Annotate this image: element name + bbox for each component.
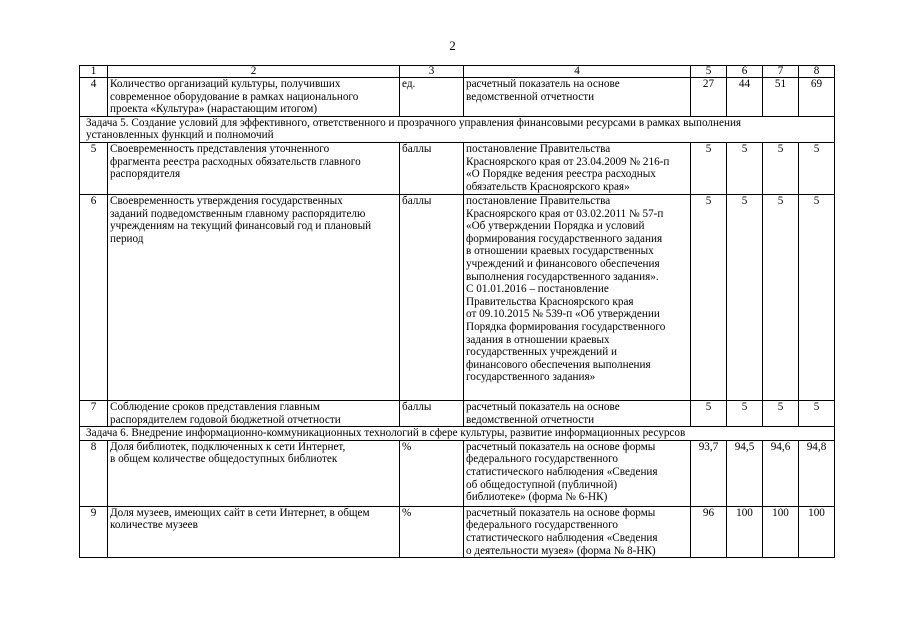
information-source-line: выполнения государственного задания».: [466, 270, 659, 283]
indicator-value: 100: [763, 506, 799, 557]
information-source-line: С 01.01.2016 – постановление: [466, 283, 609, 296]
information-source: [464, 506, 691, 557]
indicator-name-line: распорядителем годовой бюджетной отчетности: [110, 413, 341, 426]
header-cell: 4: [464, 66, 691, 78]
information-source-line: от 09.10.2015 № 539-п «Об утверждении: [466, 308, 660, 321]
indicator-row: [80, 78, 835, 117]
row-number: 7: [80, 400, 108, 426]
indicator-name: [108, 440, 400, 506]
information-source-line: расчетный показатель на основе: [466, 78, 620, 90]
information-source-line: учреждений и финансового обеспечения: [466, 257, 660, 270]
unit-of-measure: баллы: [400, 142, 464, 194]
information-source-line: расчетный показатель на основе формы: [466, 440, 656, 453]
information-source-line: Порядка формирования государственного: [466, 320, 666, 333]
information-source: [464, 142, 691, 194]
indicator-name-line: в общем количестве общедоступных библиотек: [110, 453, 338, 466]
indicator-row: [80, 440, 835, 506]
information-source-line: об общедоступной (публичной): [466, 478, 618, 491]
indicator-value: 5: [763, 142, 799, 194]
row-number: 4: [80, 78, 108, 117]
task-heading-line: Задача 5. Создание условий для эффективного, ответственного и прозрачного управления финансовыми ресурсами в рамках выполнения: [86, 116, 742, 129]
indicator-value: 44: [727, 78, 763, 117]
header-cell: 6: [727, 66, 763, 78]
header-cell: 7: [763, 66, 799, 78]
indicator-value: 27: [691, 78, 727, 117]
indicator-name: [108, 400, 400, 426]
unit-of-measure: баллы: [400, 400, 464, 426]
indicator-name: [108, 506, 400, 557]
information-source: [464, 440, 691, 506]
information-source-line: «О Порядке ведения реестра расходных: [466, 168, 656, 181]
indicator-value: 51: [763, 78, 799, 117]
indicator-value: 5: [727, 142, 763, 194]
task-heading: [80, 427, 835, 441]
indicator-value: 5: [799, 194, 835, 400]
indicator-name-line: распорядителя: [110, 168, 181, 181]
indicator-value: 93,7: [691, 440, 727, 506]
information-source-line: Правительства Красноярского края: [466, 295, 634, 308]
information-source-line: постановление Правительства: [466, 194, 611, 207]
information-source: [464, 400, 691, 426]
indicator-name: [108, 78, 400, 117]
indicator-name-line: проекта «Культура» (нарастающим итогом): [110, 103, 318, 116]
task-row: [80, 427, 835, 441]
information-source-line: обязательств Красноярского края»: [466, 180, 630, 193]
indicator-value: 100: [799, 506, 835, 557]
indicators-table: [79, 65, 835, 558]
indicator-name-line: период: [110, 232, 144, 245]
indicator-value: 94,6: [763, 440, 799, 506]
indicator-name-line: заданий подведомственным главному распорядителю: [110, 207, 366, 220]
indicator-row: [80, 142, 835, 194]
indicator-name-line: Доля музеев, имеющих сайт в сети Интернет, в общем: [110, 506, 370, 519]
indicator-name-line: Своевременность представления уточненного: [110, 142, 330, 155]
row-number: 6: [80, 194, 108, 400]
information-source-line: библиотеке» (форма № 6-НК): [466, 491, 608, 504]
header-cell: 3: [400, 66, 464, 78]
unit-of-measure: ед.: [400, 78, 464, 117]
information-source: [464, 194, 691, 400]
information-source-line: формирования государственного задания: [466, 232, 663, 245]
indicator-name-line: современное оборудование в рамках национального: [110, 90, 359, 103]
header-cell: 2: [108, 66, 400, 78]
information-source-line: ведомственной отчетности: [466, 90, 595, 103]
header-cell: 8: [799, 66, 835, 78]
indicator-value: 94,8: [799, 440, 835, 506]
information-source-line: «Об утверждении Порядка и условий: [466, 220, 645, 233]
unit-of-measure: %: [400, 506, 464, 557]
row-number: 9: [80, 506, 108, 557]
information-source-line: расчетный показатель на основе формы: [466, 506, 656, 519]
row-number: 5: [80, 142, 108, 194]
unit-of-measure: %: [400, 440, 464, 506]
indicator-name-line: учреждениям на текущий финансовый год и плановый: [110, 220, 372, 233]
indicator-value: 5: [691, 194, 727, 400]
indicator-value: 5: [763, 400, 799, 426]
information-source-line: о деятельности музея» (форма № 8-НК): [466, 544, 656, 557]
information-source-line: Красноярского края от 23.04.2009 № 216-п: [466, 155, 670, 168]
information-source-line: государственных учреждений и: [466, 346, 617, 359]
indicator-value: 5: [727, 194, 763, 400]
indicator-value: 5: [799, 142, 835, 194]
information-source-line: расчетный показатель на основе: [466, 400, 620, 413]
indicator-name-line: Доля библиотек, подключенных к сети Интернет,: [110, 440, 346, 453]
header-cell: 1: [80, 66, 108, 78]
indicator-value: 94,5: [727, 440, 763, 506]
information-source-line: Красноярского края от 03.02.2011 № 57-п: [466, 207, 664, 220]
indicator-name-line: фрагмента реестра расходных обязательств главного: [110, 155, 361, 168]
task-heading: [80, 116, 835, 142]
indicator-row: [80, 400, 835, 426]
indicator-value: 96: [691, 506, 727, 557]
indicator-value: 5: [763, 194, 799, 400]
information-source-line: финансового обеспечения выполнения: [466, 358, 651, 371]
indicator-name-line: количестве музеев: [110, 519, 198, 532]
information-source-line: федерального государственного: [466, 519, 618, 532]
header-cell: 5: [691, 66, 727, 78]
indicator-row: [80, 194, 835, 400]
indicator-name-line: Своевременность утверждения государственных: [110, 194, 343, 207]
information-source-line: федерального государственного: [466, 453, 618, 466]
row-number: 8: [80, 440, 108, 506]
indicator-value: 5: [691, 142, 727, 194]
information-source-line: ведомственной отчетности: [466, 413, 595, 426]
information-source-line: государственного задания»: [466, 371, 596, 384]
information-source-line: статистического наблюдения «Сведения: [466, 465, 658, 478]
indicator-name: [108, 142, 400, 194]
information-source-line: задания в отношении краевых: [466, 333, 610, 346]
indicator-name-line: Количество организаций культуры, получивших: [110, 78, 341, 90]
indicator-value: 69: [799, 78, 835, 117]
page-number: 2: [449, 38, 456, 53]
task-heading-line: установленных функций и полномочий: [86, 129, 274, 142]
indicator-row: [80, 506, 835, 557]
information-source-line: статистического наблюдения «Сведения: [466, 531, 658, 544]
indicator-value: 5: [799, 400, 835, 426]
indicator-name-line: Соблюдение сроков представления главным: [110, 400, 321, 413]
task-row: [80, 116, 835, 142]
indicator-value: 5: [691, 400, 727, 426]
information-source-line: постановление Правительства: [466, 142, 611, 155]
indicator-value: 100: [727, 506, 763, 557]
information-source: [464, 78, 691, 117]
column-number-header-row: [80, 66, 835, 78]
information-source-line: в отношении краевых государственных: [466, 245, 654, 258]
indicator-name: [108, 194, 400, 400]
unit-of-measure: баллы: [400, 194, 464, 400]
indicator-value: 5: [727, 400, 763, 426]
task-heading-line: Задача 6. Внедрение информационно-коммуникационных технологий в сфере культуры, развитие информационных ресурсов: [86, 427, 686, 440]
